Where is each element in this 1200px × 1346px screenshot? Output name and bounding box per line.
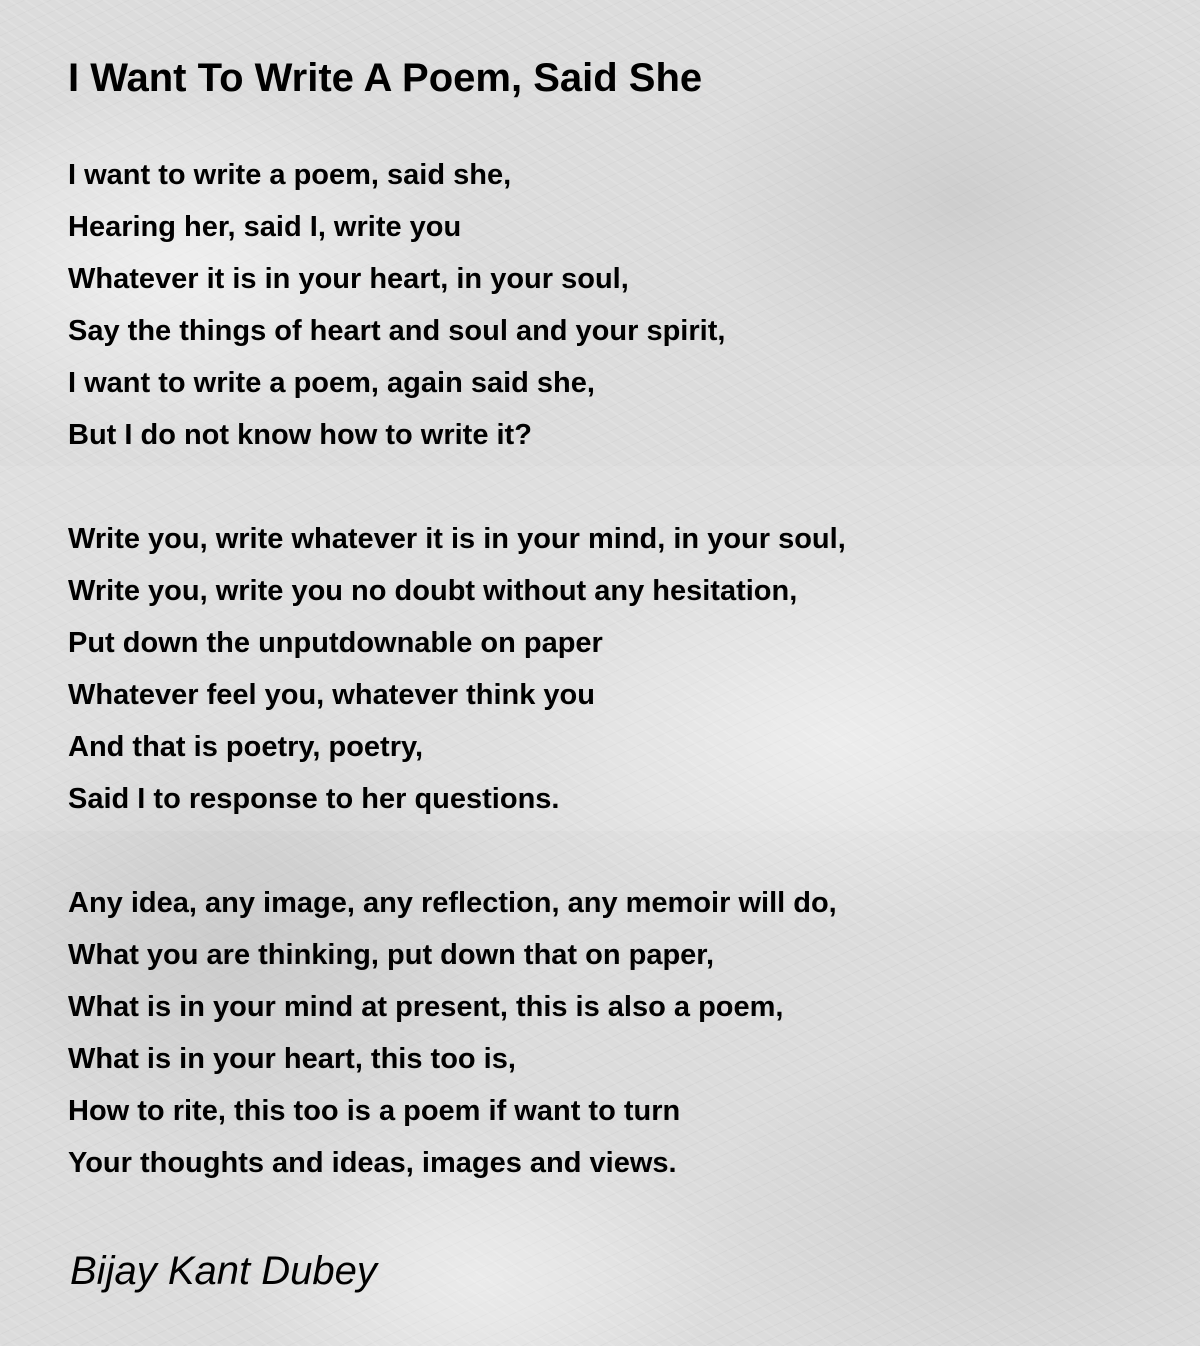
poem-line: Write you, write whatever it is in your mind, in your soul,	[68, 523, 846, 555]
poem-line: Your thoughts and ideas, images and views.	[68, 1147, 677, 1179]
poem-title: I Want To Write A Poem, Said She	[68, 56, 703, 100]
poem-line: Whatever it is in your heart, in your soul,	[68, 263, 629, 295]
poem-line: Say the things of heart and soul and your spirit,	[68, 315, 726, 347]
poem-line: Hearing her, said I, write you	[68, 211, 462, 243]
poem-line: I want to write a poem, again said she,	[68, 367, 595, 399]
poem-line: How to rite, this too is a poem if want to turn	[68, 1095, 681, 1127]
stanza-3	[68, 877, 837, 1189]
poem-line: Put down the unputdownable on paper	[68, 627, 603, 659]
poem-line: What is in your mind at present, this is also a poem,	[68, 991, 784, 1023]
poem-line: What is in your heart, this too is,	[68, 1043, 516, 1075]
poem-author: Bijay Kant Dubey	[70, 1249, 377, 1293]
stanza-2	[68, 513, 846, 825]
poem-line: What you are thinking, put down that on paper,	[68, 939, 715, 971]
poem-line: Any idea, any image, any reflection, any memoir will do,	[68, 887, 837, 919]
poem-line: Write you, write you no doubt without any hesitation,	[68, 575, 798, 607]
poem-line: Whatever feel you, whatever think you	[68, 679, 595, 711]
poem-line: But I do not know how to write it?	[68, 419, 532, 451]
stanza-1	[68, 149, 725, 461]
poem-line: I want to write a poem, said she,	[68, 159, 512, 191]
poem-line: Said I to response to her questions.	[68, 783, 560, 815]
poem-line: And that is poetry, poetry,	[68, 731, 424, 763]
